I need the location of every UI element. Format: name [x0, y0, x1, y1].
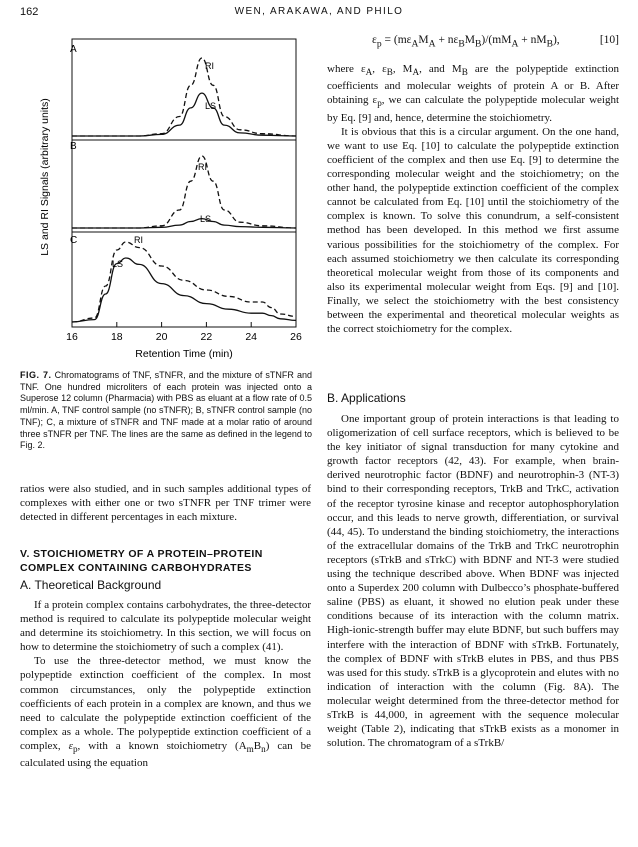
m-sub: m [246, 744, 254, 755]
n-sub: n [261, 744, 266, 755]
panel-c-ri-label: RI [134, 235, 143, 245]
para2-start: To use the three-detector method, we must know the polypeptide extinction coefficient of the complex. In most common circumstances, only the polypeptide extinction coefficients of each protein in a complex are known, and thus we need to calculate the polypeptide extinction coefficient of the complex as a whole. The polypeptide extinction coefficient of a complex, [20, 655, 311, 752]
caption-text: Chromatograms of TNF, sTNFR, and the mixture of sTNFR and TNF. One hundred microliters of each protein was injected onto a Superose 12 column (Pharmacia) with PBS as eluant at a flow rate of 0.5 ml/min. A, TNF control sample (no sTNFR); B, sTNFR control sample (no TNF); C, a mixture of sTNFR and TNF made at a molar ratio of around three sTNFR per TNF. The lines are the same as defined in the legend to Fig. 2. [20, 370, 312, 451]
equation-number: [10] [599, 34, 619, 46]
panel-a-ls-label: LS [205, 101, 217, 111]
panel-a-letter: A [70, 44, 77, 55]
subsection-a-heading: A. Theoretical Background [20, 578, 162, 592]
paragraph-theoretical-1: If a protein complex contains carbohydrates, the three-detector method is required to calculate its polypeptide molecular weight and determine its stoichiometry. In this section, we will focus on how to determine the stoichiometry of such a complex (41). [20, 599, 311, 654]
panel-a-ri-label: RI [205, 61, 214, 71]
panel-c-ls-curve [72, 258, 296, 322]
running-header [20, 6, 618, 20]
panel-b-letter: B [70, 141, 77, 152]
panel-b-ls-curve [72, 219, 296, 228]
paragraph-where: where $\varepsilon_A$, $\varepsilon_B$, $M_A$, and $M_B$ are the polypeptide extinction coefficients and molecular weights of protein A or B. After obtaining $\varepsilon_p$, we can calculate the polypeptide molecular weight by Eq. [9] and, hence, determine the stoichiometry. [327, 63, 620, 124]
paragraph-applications: One important group of protein interactions is that leading to oligomerization of cell surface receptors, which is believed to be the key initiator of signal transduction for many cytokine and growth factor receptors (42, 43). For example, when brain-derived neurotrophic factor (BDNF) and neurotrophin-3 (NT-3) bind to their corresponding receptors, TrkB and TrkC, activation of the receptor tyrosine kinase and receptor autophosphorylation occur, and this leads to nerve growth, differentiation, or survival (44, 45). To understand the binding stoichiometry, the interactions of the extracellular domains of the TrkB and TrkC neurotrophin receptors (sTrkB and sTrkC) with BDNF and NT-3 were studied using the technique described above. When BDNF was injected onto a Superdex 200 column with Dulbecco’s phosphate-buffered saline (PBS) as eluant, it showed no elution peak under these conditions because of its interaction with the column matrix. High-ionic-strength buffer may elute BDNF, but such buffers may interfere with the interaction of BDNF with sTrkB. Fortunately, the complex of BDNF with sTrkB elutes in PBS, and thus PBS was used for this study. sTrkB is a glycoprotein and elutes with no indication of interaction with the column (Fig. 8A). The molecular weight determined from the three-detector method for sTrkB is 44,000, in agreement with the sequence molecular weight (Table 2), indicating that sTrkB exists as a monomer in solution. The chromatogram of a sTrkB/ [327, 413, 619, 750]
panel-b-ri-curve [72, 156, 296, 228]
paragraph-theoretical-2 [20, 654, 311, 770]
panel-c-ri-curve [72, 242, 296, 322]
epsilon-p-sub: p [72, 744, 78, 755]
panel-a-ri-curve [72, 58, 296, 136]
panel-b-frame [72, 140, 296, 232]
panel-a-frame [72, 39, 296, 140]
equation-body: $\varepsilon_p = (m\varepsilon_AM_A + n\varepsilon_BM_B)/(mM_A + nM_B)$, [372, 34, 560, 50]
para2-end: ) can be calculated using the equation [20, 739, 311, 770]
figure-caption [20, 370, 312, 452]
paragraph-circular-argument: It is obvious that this is a circular argument. On the one hand, we want to use Eq. [10] to calculate the polypeptide extinction coefficient of the complex and then use Eq. [9] to determine the corresponding molecular weight and the stoichiometry; on the other hand, the polypeptide extinction coefficient of the complex cannot be calculated from Eq. [10] until the stoichiometry of the complex is known. To solve this conundrum, a self-consistent method has been developed. In this method we first assume various possibilities for the stoichiometry of the complex. For each assumed stoichiometry we then calculate its corresponding theoretical molecular weight from those of its components and also its experimental molecular weight from Eqs. [9] and [10]. Finally, we select the stoichiometry with the best consistency between the experimental and theoretical molecular weights as the correct stoichiometry for the complex. [327, 125, 619, 336]
chromatogram-chart [20, 22, 320, 367]
running-head-authors: WEN, ARAKAWA, AND PHILO [234, 6, 404, 17]
panel-c-letter: C [70, 235, 78, 246]
equation-10 [327, 34, 619, 50]
subsection-b-heading: B. Applications [327, 391, 406, 405]
x-tick-label-22: 22 [200, 331, 213, 343]
caption-label: FIG. 7. [20, 370, 52, 380]
right-body-bottom [327, 412, 619, 750]
para2-mid: , with a known stoichiometry (A [77, 739, 247, 752]
x-axis-label: Retention Time (min) [135, 348, 233, 360]
x-tick-label-26: 26 [290, 331, 302, 343]
x-tick-label-24: 24 [245, 331, 258, 343]
section-heading-v: V. STOICHIOMETRY OF A PROTEIN–PROTEIN COMPLEX CONTAINING CARBOHYDRATES [20, 548, 263, 574]
x-tick-label-20: 20 [155, 331, 168, 343]
figure-7 [20, 22, 320, 367]
page-number: 162 [20, 6, 39, 18]
panel-b-ls-label: LS [200, 214, 212, 224]
panel-a-ls-curve [72, 93, 296, 136]
x-tick-label-16: 16 [66, 331, 78, 343]
y-axis-label: LS and RI Signals (arbitrary units) [39, 98, 51, 256]
epsilon-p: ε [68, 739, 73, 752]
left-body [20, 598, 311, 770]
continuation-paragraph: ratios were also studied, and in such samples additional types of complexes with either one or two sTNFR per TNF trimer were detected in different percentages in each mixture. [20, 483, 311, 524]
x-tick-label-18: 18 [110, 331, 123, 343]
panel-c-ls-label: LS [112, 259, 124, 269]
right-body-top [327, 62, 619, 336]
left-continuation [20, 482, 311, 524]
panel-b-ri-label: RI [198, 162, 207, 172]
b-letter: B [253, 739, 262, 752]
